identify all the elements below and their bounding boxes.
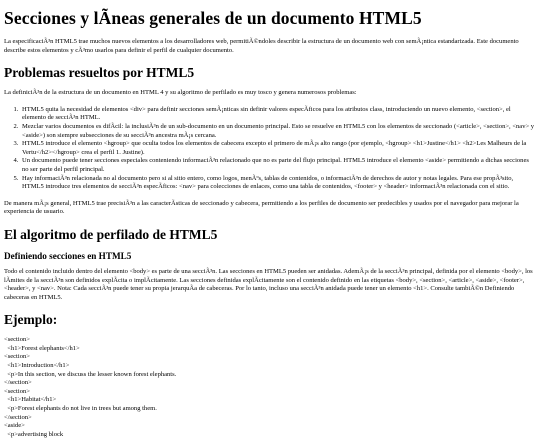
list-item: 5. Hay informaciÃ³n relacionada no al documento pero si al sitio entero, como logos, menÃºs, tablas de contenidos, o informaciÃ³n de derechos de autor y notas legales. Para ese propÃ³sito, HTML5 introduce tres elementos de secciÃ³n especÃficos: <nav> para colecciones de enlaces, como una tabla de contenidos, <footer> y <header> informaciÃ³n relacionada con el sitio. (20, 175, 536, 192)
example-code-block: <section> <h1>Forest elephants</h1> <section> <h1>Introduction</h1> <p>In this section, we discuss the lesser known forest elephants. </section> <section> <h1>Habitat</h1> <p>Forest elephants do not live in trees but among them. </section> <aside> <p>advertising block (4, 336, 177, 438)
list-item: 2. Mezclar varios documentos es difÃcil: la inclusiÃ³n de un sub-documento en un documento principal. Esto se resuelve en HTML5 con los elementos de seccionado (<article>, <section>, <nav> y <aside>) son siempre subsecciones de su secciÃ³n ancestra mÃ¡s cercana. (20, 123, 536, 140)
list-item: 3. HTML5 introduce el elemento <hgroup> que oculta todos los elementos de cabecera excepto el primero de mÃ¡s alto rango (por ejemplo, <hgroup> <h1>Justine</h1> <h2>Les Malheurs de la Vertu</h2></hgroup> crea el perfil 1. Justine). (20, 140, 536, 157)
section-heading-problems: Problemas resueltos por HTML5 (4, 65, 195, 81)
page-title: Secciones y lÃneas generales de un documento HTML5 (4, 8, 422, 28)
document-page (4, 2, 536, 439)
problems-list (4, 106, 536, 192)
intro-paragraph: La especificaciÃ³n HTML5 trae muchos nuevos elementos a los desarrolladores web, permitiÃ©ndoles describir la estructura de un documento web con semÃ¡ntica estandarizada. Este documento describe estos elementos y cÃ³mo usarlos para definir el perfil de cualquier documento. (4, 38, 519, 54)
subsection-heading-defining-sections: Definiendo secciones en HTML5 (4, 250, 132, 261)
problems-closing-paragraph: De manera mÃ¡s general, HTML5 trae precisiÃ³n a las caracterÃsticas de seccionado y cabecera, permitiendo a los perfiles de documento ser predecibles y usados por el navegador para mejorar la experiencia de usuario. (4, 199, 519, 216)
defining-sections-paragraph: Todo el contenido incluido dentro del elemento <body> es parte de una secciÃ³n. Las secciones en HTML5 pueden ser anidadas. AdemÃ¡s de la secciÃ³n principal, definida por el elemento <body>, los lÃmites de la secciÃ³n son definidos explÃcita o implÃcitamente. Las secciones definidas explÃcitamente son el contenido definido en las etiquetas <body>, <section>, <article>, <aside>, <footer>, <header>, y <nav>. Nota: Cada secciÃ³n puede tener su propia jerarquÃa de cabeceras. Por lo tanto, incluso una secciÃ³n anidada puede tener un elemento <h1>. Consulte tambiÃ©n Definiendo cabeceras en HTML5. (4, 267, 533, 301)
list-item: 1. HTML5 quita la necesidad de elementos <div> para definir secciones semÃ¡nticas sin definir valores especÃficos para los atributos class, introduciendo un nuevo elemento, <section>, el elemento de secciÃ³n HTML. (20, 106, 536, 123)
section-heading-algorithm: El algoritmo de perfilado de HTML5 (4, 226, 218, 242)
list-item: 4. Un documento puede tener secciones especiales conteniendo informaciÃ³n relacionado que no es parte del flujo principal. HTML5 introduce el elemento <aside> permitiendo a dichas secciones no ser parte del perfil principal. (20, 157, 536, 174)
section-heading-example: Ejemplo: (4, 312, 58, 328)
problems-lead-paragraph: La definiciÃ³n de la estructura de un documento en HTML 4 y su algoritmo de perfilado es muy tosco y genera numerosos problemas: (4, 89, 357, 97)
